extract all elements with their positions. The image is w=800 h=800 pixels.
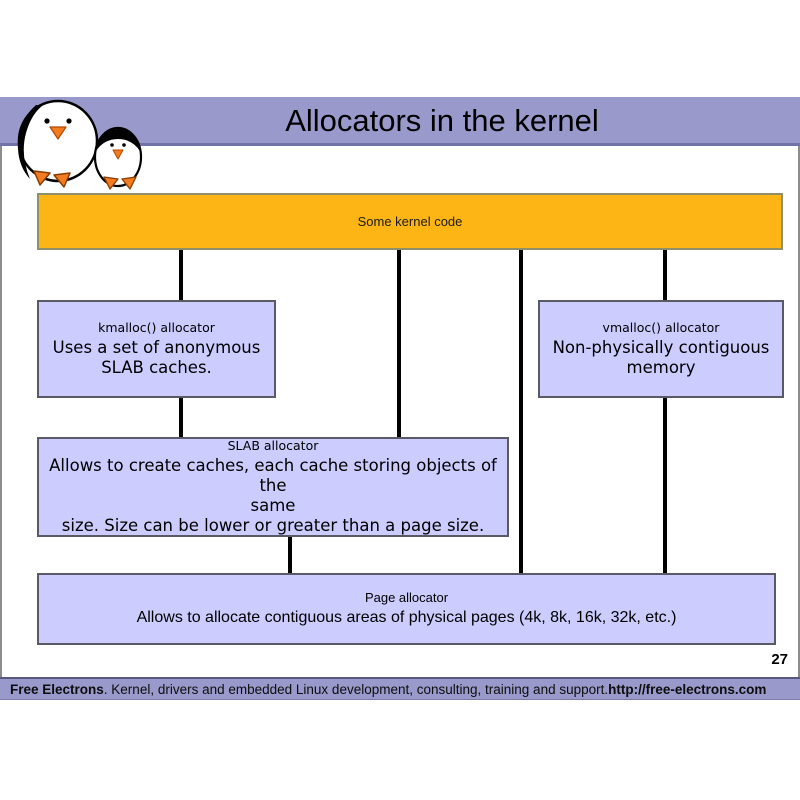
slab-box-title: SLAB allocator xyxy=(227,438,319,453)
footer-brand: Free Electrons xyxy=(10,681,104,697)
connector-vmalloc-to-page xyxy=(663,398,667,573)
page-allocator-box xyxy=(37,573,776,645)
footer-description: . Kernel, drivers and embedded Linux development, consulting, training and support. xyxy=(103,681,609,697)
connector-kmalloc-to-slab xyxy=(179,398,183,437)
kmalloc-box-text-line: Uses a set of anonymous xyxy=(52,338,261,357)
penguins-logo xyxy=(6,99,154,191)
kmalloc-allocator-box xyxy=(37,300,276,398)
page-box-title: Page allocator xyxy=(364,590,449,605)
connector-slab-to-page xyxy=(288,537,292,573)
vmalloc-box-title: vmalloc() allocator xyxy=(602,320,720,335)
connector-kernel-to-slab xyxy=(397,250,401,437)
slab-box-text-line: Allows to create caches, each cache storing objects of the xyxy=(49,456,497,495)
slab-box-text-line: same xyxy=(250,496,296,515)
page-number: 27 xyxy=(771,651,788,668)
vmalloc-box-text-line: memory xyxy=(626,358,696,377)
connector-kernel-to-kmalloc xyxy=(179,250,183,300)
page-box-text-line: Allows to allocate contiguous areas of physical pages (4k, 8k, 16k, 32k, etc.) xyxy=(136,609,677,626)
large-penguin-icon xyxy=(18,101,97,187)
connector-kernel-to-vmalloc xyxy=(663,250,667,300)
kmalloc-box-title: kmalloc() allocator xyxy=(98,320,215,335)
vmalloc-box-text-line: Non-physically contiguous xyxy=(552,338,770,357)
slab-allocator-box xyxy=(37,437,509,537)
footer-url[interactable]: http://free-electrons.com xyxy=(608,681,767,697)
kernel-code-box xyxy=(37,193,783,250)
slab-box-text-line: size. Size can be lower or greater than a page size. xyxy=(61,516,485,535)
slide-title: Allocators in the kernel xyxy=(285,103,599,138)
small-penguin-icon xyxy=(95,128,141,189)
vmalloc-allocator-box xyxy=(538,300,784,398)
kernel-code-box-label: Some kernel code xyxy=(357,214,463,229)
kmalloc-box-text-line: SLAB caches. xyxy=(101,358,212,377)
footer-bar xyxy=(0,677,800,700)
connector-kernel-to-page xyxy=(519,250,523,573)
